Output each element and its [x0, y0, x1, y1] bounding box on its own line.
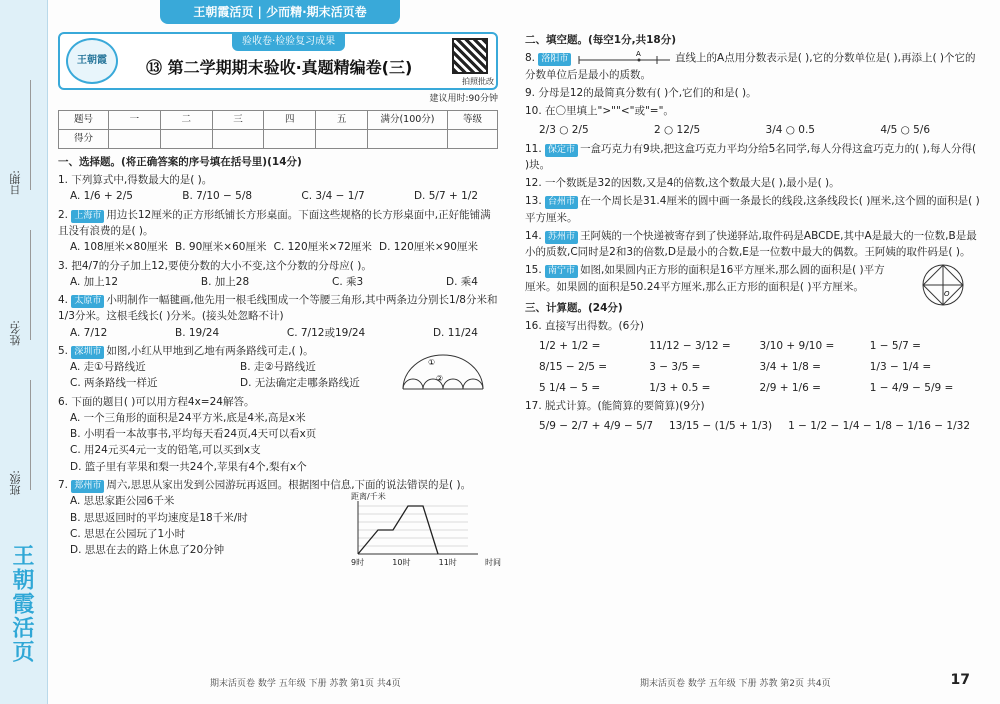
- route-diagram: [398, 351, 488, 395]
- question-9: 9. 分母是12的最简真分数有( )个,它们的和是( )。: [525, 86, 757, 99]
- section-1-heading: 一、选择题。(将正确答案的序号填在括号里)(14分): [58, 155, 302, 168]
- section-2-heading: 二、填空题。(每空1分,共18分): [525, 34, 677, 46]
- section-3-heading: 三、计算题。(24分): [525, 301, 623, 314]
- city-tag: 上海市: [71, 210, 104, 223]
- q7-options: A. 思思家距公园6千米 B. 思思返回时的平均速度是18千米/时 C. 思思在公园玩了1小时 D. 思思在去的路上休息了20分钟: [70, 495, 248, 557]
- q4-options: A. 7/12 B. 19/24 C. 7/12或19/24 D. 11/24: [70, 326, 478, 339]
- number-line: [577, 50, 672, 66]
- q1-options: A. 1/6 + 2/5 B. 7/10 − 5/8 C. 3/4 − 1/7 D. 5/7 + 1/2: [70, 190, 478, 203]
- circle-square-figure: [920, 262, 966, 308]
- question-2: 2. 上海市 用边长12厘米的正方形纸铺长方形桌面。下面这些规格的长方形桌面中,正好能铺满且没有浪费的是( )。: [58, 208, 491, 237]
- question-14: 14. 苏州市 王阿姨的一个快递被寄存到了快递驿站,取件码是ABCDE,其中A是最大的一位数,B是最小的质数,C同时是2和3的倍数,D是最小的合数,E是一位数中最大的偶数。王阿姨的取件码是( )。: [525, 229, 977, 259]
- svg-text:②: ②: [436, 373, 444, 383]
- question-8: 8. 洛阳市 A 直线上的A点用分数表示是( ),它的分数单位是( ),再添上( )个它的分数单位后是最小的质数。: [525, 50, 976, 81]
- page-title: ⑬ 第二学期期末验收·真题精编卷(三): [146, 58, 413, 77]
- question-5: 5. 深圳市 如图,小红从甲地到乙地有两条路线可走,( )。: [58, 344, 314, 357]
- question-12: 12. 一个数既是32的因数,又是4的倍数,这个数最大是( ),最小是( )。: [525, 177, 840, 190]
- question-6: 6. 下面的题目( )可以用方程4x=24解答。: [58, 395, 255, 408]
- question-5-block: [58, 343, 498, 392]
- subtitle-tag: 验收卷·检验复习成果: [232, 33, 345, 51]
- qr-code-icon[interactable]: [452, 38, 488, 74]
- svg-text:A: A: [635, 50, 641, 59]
- svg-text:①: ①: [428, 357, 436, 367]
- q10-items: 2/3 ○ 2/5 2 ○ 12/5 3/4 ○ 0.5 4/5 ○ 5/6: [539, 124, 930, 137]
- question-11: 11. 保定市 一盒巧克力有9块,把这盒巧克力平均分给5名同学,每人分得这盒巧克力的( ),每人分得( )块。: [525, 142, 977, 171]
- question-13: 13. 台州市 在一个周长是31.4厘米的圆中画一条最长的线段,这条线段长( )厘米,这个圆的面积是( )平方厘米。: [525, 195, 980, 224]
- question-10: 10. 在〇里填上">""<"或"="。: [525, 105, 674, 118]
- binding-strip: [0, 0, 48, 704]
- question-16: 16. 直接写出得数。(6分): [525, 320, 644, 333]
- question-15: 15. 南宁市 如图,如果圆内正方形的面积是16平方厘米,那么圆的面积是( )平方厘米。如果圆的面积是50.24平方厘米,那么正方形的面积是( )平方厘米。: [525, 264, 885, 293]
- question-3: 3. 把4/7的分子加上12,要使分数的大小不变,这个分数的分母应( )。: [58, 259, 372, 272]
- left-footer: 期末活页卷 数学 五年级 下册 苏教 第1页 共4页: [210, 679, 401, 689]
- distance-time-graph: 距离/千米 9时 10时 11时 时间: [351, 491, 501, 567]
- header-box: [58, 32, 498, 90]
- question-15-block: [525, 262, 980, 299]
- brand-logo: 王朝霞活页: [9, 544, 34, 664]
- q3-options: A. 加上12 B. 加上28 C. 乘3 D. 乘4: [70, 275, 478, 288]
- score-table: 题号 一 二 三 四 五 满分(100分) 等级 得分: [58, 110, 498, 149]
- page-number: 17: [950, 672, 970, 688]
- qr-label: 拍照批改: [462, 77, 494, 86]
- svg-text:O: O: [944, 290, 950, 299]
- question-4: 4. 太原市 小明制作一幅毽画,他先用一根毛线围成一个等腰三角形,其中两条边分别长1/8分米和1/3分米。这根毛线长( )分米。(接头处忽略不计): [58, 294, 498, 323]
- left-column: [58, 32, 501, 567]
- right-footer: 期末活页卷 数学 五年级 下册 苏教 第2页 共4页: [640, 679, 831, 689]
- q5-options: A. 走①号路线近 B. 走②号路线近 C. 两条路线一样近 D. 无法确定走哪条路线近: [70, 361, 360, 390]
- suggested-time: 建议用时:90分钟: [429, 94, 498, 104]
- name-label: 姓名:: [9, 320, 22, 346]
- top-banner: 王朝霞活页 | 少而精·期末活页卷: [160, 0, 400, 24]
- q16-items: 1/2 + 1/2 = 11/12 − 3/12 = 3/10 + 9/10 = 1 − 5/7 = 8/15 − 2/5 = 3 − 3/5 = 3/4 + 1/8 = 1/3 − 1/4 = 5 1/4 − 5 = 1/3 + 0.5 = 2/9 + 1/6 = 1 − 4/9 − 5/9 =: [539, 339, 954, 395]
- class-label: 班级:: [9, 470, 22, 496]
- q6-options: A. 一个三角形的面积是24平方米,底是4米,高是x米 B. 小明看一本故事书,平均每天看24页,4天可以看x页 C. 用24元买4元一支的铅笔,可以买到x支 D. 篮子里有苹果和梨一共24个,苹果有4个,梨有x个: [70, 411, 317, 473]
- question-1: 1. 下列算式中,得数最大的是( )。: [58, 174, 213, 187]
- q2-options: A. 108厘米×80厘米 B. 90厘米×60厘米 C. 120厘米×72厘米 D. 120厘米×90厘米: [70, 241, 478, 254]
- question-17: 17. 脱式计算。(能简算的要简算)(9分): [525, 400, 705, 413]
- question-7: 7. 郑州市 周六,思思从家出发到公园游玩再返回。根据图中信息,下面的说法错误的是( )。: [58, 478, 472, 491]
- date-label: 日期:: [9, 170, 22, 196]
- publisher-logo: 王朝霞: [66, 38, 118, 84]
- right-column: [525, 32, 980, 434]
- q17-items: 5/9 − 2/7 + 4/9 − 5/7 13/15 − (1/5 + 1/3) 1 − 1/2 − 1/4 − 1/8 − 1/16 − 1/32: [539, 419, 970, 432]
- question-7-block: [58, 477, 501, 567]
